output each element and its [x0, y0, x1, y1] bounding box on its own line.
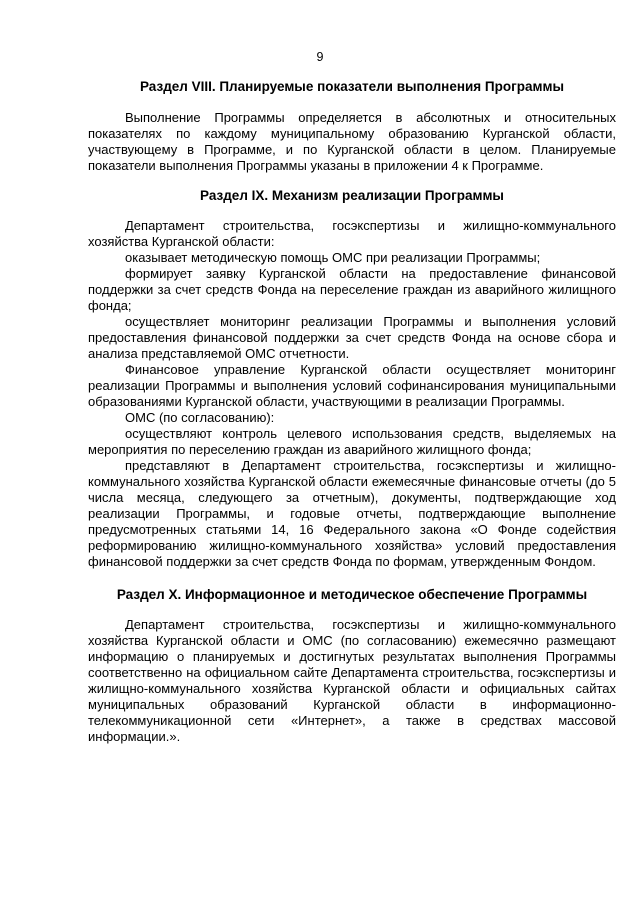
section-9-paragraph: формирует заявку Курганской области на предоставление финансовой поддержки за счет средств Фонда на переселение граждан из аварийного жилищного фонда; [88, 266, 616, 313]
section-9-paragraph: Финансовое управление Курганской области осуществляет мониторинг реализации Программы и выполнения условий софинансирования муниципальными образованиями Курганской области, участвующими в реализации Программы. [88, 362, 616, 409]
document-body [88, 78, 616, 745]
section-8-paragraph: Выполнение Программы определяется в абсолютных и относительных показателях по каждому муниципальному образованию Курганской области, участвующему в Программе, и по Курганской области в целом. Планируемые показатели выполнения Программы указаны в приложении 4 к Программе. [88, 110, 616, 173]
section-9-paragraph: осуществляют контроль целевого использования средств, выделяемых на мероприятия по переселению граждан из аварийного жилищного фонда; [88, 426, 616, 457]
section-9-paragraph: Департамент строительства, госэкспертизы и жилищно-коммунального хозяйства Курганской области: [88, 218, 616, 249]
section-10-paragraph: Департамент строительства, госэкспертизы и жилищно-коммунального хозяйства Курганской области и ОМС (по согласованию) ежемесячно размещают информацию о планируемых и достигнутых результатах выполнения Программы соответственно на официальном сайте Департамента строительства, госэкспертизы и жилищно-коммунального хозяйства Курганской области и официальных сайтах муниципальных образований Курганской области в информационно-телекоммуникационной сети «Интернет», а также в средствах массовой информации.». [88, 617, 616, 744]
section-9-paragraph: осуществляет мониторинг реализации Программы и выполнения условий предоставления финансовой поддержки за счет средств Фонда на основе сбора и анализа представляемой ОМС отчетности. [88, 314, 616, 361]
section-9-paragraph: оказывает методическую помощь ОМС при реализации Программы; [125, 250, 541, 265]
section-9-paragraph: ОМС (по согласованию): [125, 410, 275, 425]
section-8-title: Раздел VIII. Планируемые показатели выполнения Программы [139, 79, 565, 94]
section-9-title: Раздел IX. Механизм реализации Программы [200, 188, 504, 203]
section-10-title: Раздел X. Информационное и методическое обеспечение Программы [116, 587, 588, 602]
page-number: 9 [316, 50, 324, 64]
section-9-paragraph: представляют в Департамент строительства, госэкспертизы и жилищно-коммунального хозяйства Курганской области ежемесячные финансовые отчеты (до 5 числа месяца, следующего за отчетным), документы, подтверждающие ход реализации Программы, и годовые отчеты, подтверждающие выполнение предусмотренных статьями 14, 16 Федерального закона «О Фонде содействия реформированию жилищно-коммунального хозяйства» условий предоставления финансовой поддержки за счет средств Фонда по формам, утвержденным Фондом. [88, 458, 616, 569]
